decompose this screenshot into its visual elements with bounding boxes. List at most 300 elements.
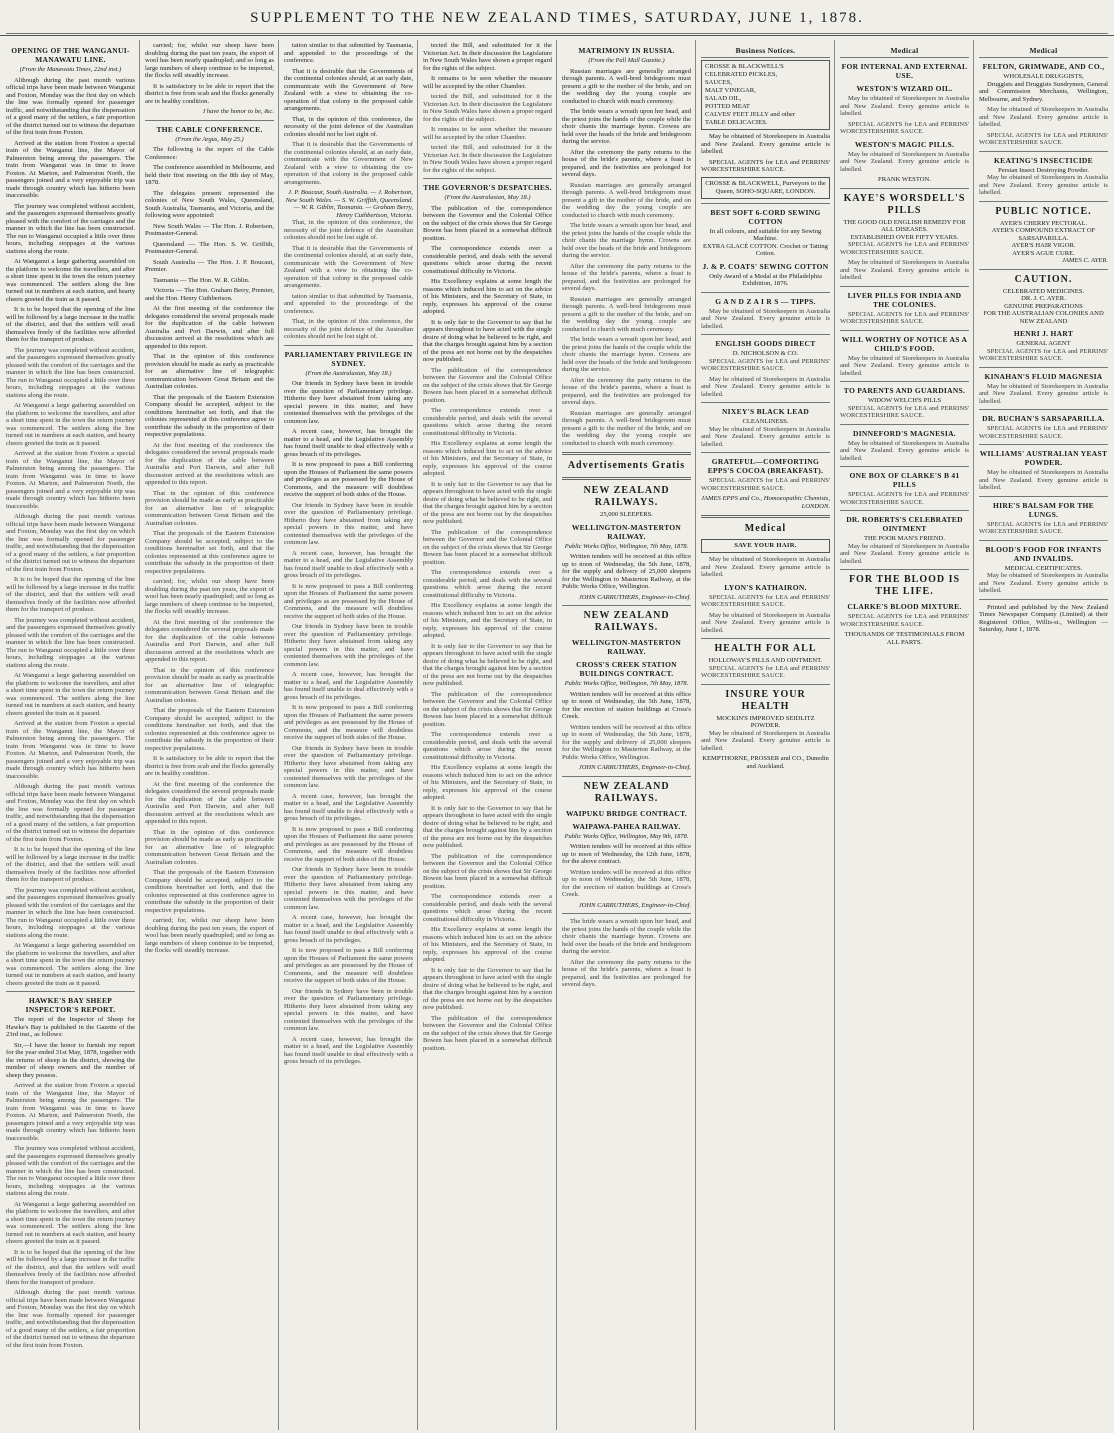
article-paragraph: Russian marriages are generally arranged through parents. A well-bred bridegroom must present a gift to the mother of the bride, and on the wedding day the young couple are conducted to church with much ceremony. bbox=[562, 181, 691, 219]
article-paragraph: That, in the opinion of this conference, the necessity of the joint defence of the Australian colonies should not be lost sight of. bbox=[284, 219, 413, 241]
separator bbox=[701, 515, 830, 518]
article-paragraph: That the proposals of the Eastern Extension Company should be accepted, subject to the conditions hereinafter set forth, and that the colonies represented at this conference agree to contribute the subsidy in the proportion of their respective populations. bbox=[145, 530, 274, 575]
article-paragraph: Our friends in Sydney have been in trouble over the question of Parliamentary privilege. Hitherto they have abstained from taking any special powers in this matter, and have contented themselves with the privileges of the common law. bbox=[284, 866, 413, 911]
ad-title: NEW ZEALAND RAILWAYS. bbox=[583, 610, 670, 633]
ad-subtitle: CELEBRATED MEDICINES. bbox=[1002, 287, 1085, 295]
article-paragraph: It is now proposed to pass a Bill conferring upon the Houses of Parliament the same powers and privileges as are possessed by the House of Commons, and the measure will doubtless receive the support of both sides of the House. bbox=[284, 704, 413, 741]
ad-body: May be obtained of Storekeepers in Australia and New Zealand. Every genuine article is labelled. bbox=[840, 150, 969, 173]
article-paragraph: It is only fair to the Governor to say that he appears throughout to have acted with the single desire of doing what he believed to be right, and that the charges brought against him by a section of the press are not borne out by the despatches now published. bbox=[423, 480, 552, 525]
article-paragraph: At the first meeting of the conference the delegates considered the several proposals made for the duplication of the cable between Australia and Port Darwin, and after full discussion arrived at the resolutions which are appended to this report. bbox=[145, 780, 274, 825]
article-paragraph: At the first meeting of the conference the delegates considered the several proposals made for the duplication of the cable between Australia and Port Darwin, and after full discussion arrived at the resolutions which are appended to this report. bbox=[145, 618, 274, 663]
separator bbox=[840, 286, 969, 287]
separator bbox=[562, 477, 691, 480]
ad-title: TO PARENTS AND GUARDIANS. bbox=[843, 386, 966, 395]
separator bbox=[562, 605, 691, 606]
ad-subtitle: DR. J. C. AYER. bbox=[1021, 295, 1066, 302]
ad-body: May be obtained of Storekeepers in Australia and New Zealand. Every genuine article is labelled. bbox=[840, 439, 969, 462]
ad-heading: WELLINGTON-MASTERTON RAILWAY. bbox=[571, 522, 682, 541]
ad-heading: WAIPUKU BRIDGE CONTRACT. bbox=[565, 808, 688, 818]
ad-item: AYER'S COMPOUND EXTRACT OF SARSAPARILLA. bbox=[991, 227, 1096, 242]
article-paragraph: tation similar to that submitted by Tasmania, and appended to the proceedings of the conference. bbox=[284, 42, 413, 64]
article-source: (From the Argus, May 25.) bbox=[175, 135, 244, 143]
article-paragraph: Arrived at the station from Foxton a special train of the Wanganui line, the Mayor of Palmerston being among the passengers. The train from Wanganui was in time to leave Foxton. At Marton, and Palmerston North, the passengers joined and a very enjoyable trip was made through country which has hitherto been inaccessible. bbox=[6, 139, 135, 199]
ad-meta: Public Works Office, Wellington, May 9th, 1878. bbox=[564, 832, 689, 840]
article-source: (From the Australasian, May 18.) bbox=[444, 194, 531, 201]
article-headline: MATRIMONY IN RUSSIA. bbox=[578, 46, 675, 55]
article-paragraph: Queensland — The Hon. S. W. Griffith, Postmaster-General. bbox=[145, 240, 274, 255]
ad-title: WILL WORTHY OF NOTICE AS A CHILD'S FOOD. bbox=[841, 334, 968, 353]
article-source: (From the Australasian, May 18.) bbox=[305, 369, 392, 377]
ad-body: Written tenders will be received at this office up to noon of Wednesday, the 5th June, 1878, for the erection of station buildings at Cross's Creek. bbox=[562, 690, 691, 720]
article-paragraph: His Excellency explains at some length the reasons which induced him to act on the advice of his Ministers, and the Secretary of State, in reply, expresses his approval of the course adopted. bbox=[423, 926, 552, 963]
section-header: Business Notices. bbox=[701, 46, 830, 58]
column-4 bbox=[423, 42, 552, 1427]
ad-body: SPECIAL AGENTS for LEA and PERRINS' WORCESTERSHIRE SAUCE. bbox=[840, 310, 969, 325]
separator bbox=[840, 381, 969, 382]
separator bbox=[701, 638, 830, 639]
ad-title: KAYE'S WORSDELL'S PILLS bbox=[843, 192, 966, 216]
article-paragraph: The report of the Inspector of Sheep for Hawke's Bay is published in the Gazette of the 23rd inst., as follows: bbox=[6, 1016, 135, 1038]
article-paragraph: A recent case, however, has brought the matter to a head, and the Legislative Assembly has found itself unable to deal effectively with a gross breach of its privileges. bbox=[284, 1035, 413, 1065]
article-paragraph: tected the Bill, and substituted for it the Victorian Act. In their discussion the Legislature in New South Wales have shown a proper regard for the rights of the subject. bbox=[423, 42, 552, 72]
ad-body: Druggists and Druggists Sundrymen, General and Commission Merchants, Wellington, Melbourne, and Sydney. bbox=[979, 80, 1108, 103]
article-paragraph: It remains to be seen whether the measure will be accepted by the other Chamber. bbox=[423, 75, 552, 90]
article-paragraph: His Excellency explains at some length the reasons which induced him to act on the advice of his Ministers, and the Secretary of State, in reply, expresses his approval of the course adopted. bbox=[423, 278, 552, 315]
ad-body: SPECIAL AGENTS for LEA and PERRINS' WORCESTERSHIRE SAUCE. bbox=[979, 520, 1108, 535]
separator bbox=[979, 151, 1108, 152]
ad-subtitle: CLARKE'S BLOOD MIXTURE. bbox=[847, 602, 962, 611]
article-paragraph: His Excellency explains at some length the reasons which induced him to act on the advice of his Ministers, and the Secretary of State, in reply, expresses his approval of the course adopted. bbox=[423, 602, 552, 639]
column-3 bbox=[284, 42, 413, 1427]
ad-subtitle: CLEANLINESS. bbox=[742, 418, 789, 425]
article-paragraph: tected the Bill, and substituted for it the Victorian Act. In their discussion the Legislature in New South Wales have shown a proper regard for the rights of the subject. bbox=[423, 144, 552, 174]
article-paragraph: It is satisfactory to be able to report that the district is free from scab and the flocks generally are in healthy condition. bbox=[145, 755, 274, 777]
separator bbox=[701, 452, 830, 453]
article-paragraph: It is only fair to the Governor to say that he appears throughout to have acted with the single desire of doing what he believed to be right, and that the charges brought against him by a section of the press are not borne out by the despatches now published. bbox=[423, 966, 552, 1011]
ad-signature: JOHN CARRUTHERS, Engineer-in-Chief. bbox=[578, 593, 691, 601]
article-paragraph: It remains to be seen whether the measure will be accepted by the other Chamber. bbox=[423, 126, 552, 141]
ad-body: May be obtained of Storekeepers in Australia and New Zealand. Every genuine article is labelled. bbox=[840, 542, 969, 565]
article-paragraph: The journey was completed without accident, and the passengers expressed themselves greatly pleased with the comfort of the carriages and the manner in which the line has been constructed. The run to Wanganui occupied a little over three hours, including stoppages at the various stations along the route. bbox=[6, 202, 135, 255]
article-headline: THE GOVERNOR'S DESPATCHES. bbox=[423, 183, 552, 192]
ad-line: CROSSE & BLACKWELL'S bbox=[705, 63, 784, 70]
article-paragraph: The correspondence extends over a considerable period, and deals with the several questions which arose during the recent constitutional difficulty in Victoria. bbox=[423, 731, 552, 761]
ad-subtitle: GENERAL AGENT bbox=[1016, 340, 1071, 347]
ad-title: NEW ZEALAND RAILWAYS. bbox=[583, 780, 670, 804]
ad-title: BLOOD'S FOOD FOR INFANTS AND INVALIDS. bbox=[985, 544, 1102, 563]
article-paragraph: It is now proposed to pass a Bill conferring upon the Houses of Parliament the same powers and privileges as are possessed by the House of Commons, and the measure will doubtless receive the support of both sides of the House. bbox=[284, 461, 413, 498]
article-paragraph: That, in the opinion of this conference, the necessity of the joint defence of the Australian colonies should not be lost sight of. bbox=[284, 115, 413, 138]
article-paragraph: The bride wears a wreath upon her head, and the priest joins the hands of the couple while the choir chants the marriage hymn. Crowns are held over the heads of the bride and bridegroom during the service. bbox=[562, 918, 691, 955]
article-paragraph: At Wanganui a large gathering assembled on the platform to welcome the travellers, and after a short time spent in the town the return journey was commenced. The settlers along the line turned out in numbers at each station, and hearty cheers greeted the train as it passed. bbox=[6, 1200, 135, 1245]
ad-title: DINNEFORD'S MAGNESIA. bbox=[853, 428, 956, 438]
article-paragraph: The following is the report of the Cable Conference: bbox=[145, 146, 274, 161]
ad-title: KEATING'S INSECTICIDE bbox=[994, 155, 1093, 165]
article-paragraph: It is satisfactory to be able to report that the district is free from scab and the flocks generally are in healthy condition. bbox=[145, 82, 274, 105]
article-paragraph: It is now proposed to pass a Bill conferring upon the Houses of Parliament the same powers and privileges as are possessed by the House of Commons, and the measure will doubtless receive the support of both sides of the House. bbox=[284, 825, 413, 863]
separator bbox=[701, 292, 830, 293]
ad-body: SPECIAL AGENTS for LEA and PERRINS' WORCESTERSHIRE SAUCE. bbox=[840, 404, 969, 419]
article-paragraph: Although during the past month various official trips have been made between Wanganui and Foxton, Monday was the first day on which the line was formally opened for passenger traffic, and notwithstanding that the dispensation of a good many of the settlers, a fair proportion of the district turned out to witness the departure of the first train from Foxton. bbox=[6, 76, 135, 136]
separator bbox=[979, 201, 1108, 202]
article-paragraph: Sir,—I have the honor to furnish my report for the year ended 31st May, 1878, together with the returns of sheep in the district, showing the number of sheep owners and the number of sheep they possess. bbox=[6, 1041, 135, 1079]
separator bbox=[701, 402, 830, 403]
section-header: Advertisements Gratis bbox=[567, 460, 686, 471]
article-paragraph: That it is desirable that the Governments of the continental colonies should, at an early date, communicate with the Government of New Zealand with a view to obtaining the co-operation of that colony in the proposed cable arrangements. bbox=[284, 141, 413, 186]
ad-body: Written tenders will be received at this office up to noon of Wednesday, the 5th June, 1878, for the supply and delivery of 25,000 sleepers for the Wellington to Masterton Railway, at the Public Works Office, Wellington. bbox=[562, 553, 691, 590]
separator bbox=[840, 466, 969, 467]
article-paragraph: His Excellency explains at some length the reasons which induced him to act on the advice of his Ministers, and the Secretary of State, in reply, expresses his approval of the course adopted. bbox=[423, 764, 552, 801]
article-paragraph: carried; for, whilst our sheep have been doubling during the past ten years, the export of wool has been nearly quadrupled; and so long as large numbers of sheep continue to be imported, the flocks will steadily increase. bbox=[145, 578, 274, 615]
article-paragraph: That, in the opinion of this conference, the necessity of the joint defence of the Australian colonies should not be lost sight of. bbox=[284, 318, 413, 340]
ad-body: SPECIAL AGENTS for LEA and PERRINS' WORCESTERSHIRE SAUCE. bbox=[840, 613, 969, 628]
article-paragraph: Russian marriages are generally arranged through parents. A well-bred bridegroom must present a gift to the mother of the bride, and on the wedding day the young couple are conducted to church with much ceremony. bbox=[562, 295, 691, 333]
separator bbox=[979, 409, 1108, 410]
ad-body: SPECIAL AGENTS for LEA and PERRINS' WORCESTERSHIRE SAUCE. bbox=[840, 241, 969, 256]
masthead-rule bbox=[6, 33, 1108, 34]
ad-subtitle: THE GOOD OLD ENGLISH REMEDY FOR ALL DISEASES. bbox=[843, 218, 966, 233]
column-divider bbox=[417, 40, 418, 1430]
ad-title: WESTON'S MAGIC PILLS. bbox=[854, 139, 955, 149]
ad-item: AYER'S AGUE CURE. bbox=[1012, 249, 1075, 257]
ad-body: Written tenders will be received at this office up to noon of Wednesday, the 12th June, 1878, for the above contract. bbox=[562, 843, 691, 865]
article-paragraph: That in the opinion of this conference provision should be made as early as practicable for an alternative line of telegraphic communication between Great Britain and the Australian colonies. bbox=[145, 666, 274, 704]
masthead bbox=[0, 0, 1114, 36]
ad-body: In all colours, and suitable for any Sewing Machine. bbox=[709, 227, 822, 242]
article-paragraph: The delegates present represented the colonies of New South Wales, Queensland, South Australia, Tasmania, and Victoria, and the following were appointed: bbox=[145, 189, 274, 219]
ad-line: MALT VINEGAR, bbox=[705, 87, 756, 94]
ad-line: TABLE DELICACIES. bbox=[705, 119, 768, 126]
article-paragraph: After the ceremony the party returns to the house of the bride's parents, where a feast is prepared, and the festivities are prolonged for several days. bbox=[562, 148, 691, 178]
ad-subtitle: ESTABLISHED OVER FIFTY YEARS. bbox=[850, 233, 959, 241]
ad-signature: JOHN CARRUTHERS, Engineer-in-Chief. bbox=[578, 901, 691, 909]
separator bbox=[840, 188, 969, 189]
ad-title: FOR THE BLOOD IS THE LIFE. bbox=[848, 574, 961, 597]
ad-title: INSURE YOUR HEALTH bbox=[725, 688, 806, 712]
article-paragraph: Arrived at the station from Foxton a special train of the Wanganui line, the Mayor of Palmerston being among the passengers. The train from Wanganui was in time to leave Foxton. At Marton, and Palmerston North, the passengers joined and a very enjoyable trip was made through country which has hitherto been inaccessible. bbox=[6, 720, 135, 780]
ad-subtitle: 25,000 SLEEPERS. bbox=[600, 511, 653, 518]
article-paragraph: That it is desirable that the Governments of the continental colonies should, at an early date, communicate with the Government of New Zealand with a view to obtaining the co-operation of that colony in the proposed cable arrangements. bbox=[284, 244, 413, 289]
article-paragraph: Our friends in Sydney have been in trouble over the question of Parliamentary privilege. Hitherto they have abstained from taking any special powers in this matter, and have contented themselves with the privileges of the common law. bbox=[284, 987, 413, 1032]
ad-subtitle: WESTON'S WIZARD OIL. bbox=[856, 84, 953, 93]
ad-subtitle: THOUSANDS OF TESTIMONIALS FROM ALL PARTS. bbox=[844, 631, 965, 646]
ad-body: May be obtained of Storekeepers in Australia and New Zealand. Every genuine article is labelled. bbox=[840, 95, 969, 117]
article-source: (From the Pall Mall Gazette.) bbox=[588, 57, 665, 64]
ad-title: KINAHAN'S FLUID MAGNESIA bbox=[984, 371, 1103, 381]
ad-subtitle: GENUINE PREPARATIONS bbox=[1004, 302, 1083, 310]
separator bbox=[840, 569, 969, 570]
ad-body: SPECIAL AGENTS for LEA and PERRINS' WORCESTERSHIRE SAUCE. bbox=[840, 491, 969, 506]
separator bbox=[562, 452, 691, 455]
article-paragraph: It is to be hoped that the opening of the line will be followed by a large increase in the traffic of the district, and that the settlers will avail themselves freely of the facilities now afforded them for the transport of produce. bbox=[6, 1248, 135, 1286]
column-divider bbox=[139, 40, 140, 1430]
article-paragraph: Russian marriages are generally arranged through parents. A well-bred bridegroom must present a gift to the mother of the bride, and on the wedding day the young couple are conducted to church with much ceremony. bbox=[562, 67, 691, 105]
article-paragraph: The publication of the correspondence between the Governor and the Colonial Office on the subject of the crisis shows that Sir George Bowen has been placed in a somewhat difficult position. bbox=[423, 690, 552, 728]
article-paragraph: The correspondence extends over a considerable period, and deals with the several questions which arose during the recent constitutional difficulty in Victoria. bbox=[423, 893, 552, 923]
section-header: Medical bbox=[979, 46, 1108, 58]
ad-subtitle: WAIPAWA-PAHEA RAILWAY. bbox=[572, 821, 681, 831]
ad-signature: JAMES EPPS and Co., Homoeopathic Chemists, LONDON. bbox=[701, 495, 830, 510]
ad-title: FOR INTERNAL AND EXTERNAL USE. bbox=[841, 62, 968, 80]
ad-title: GRATEFUL—COMFORTING EPPS'S COCOA (BREAKFAST). bbox=[707, 457, 824, 475]
ad-body: Written tenders will be received at this office up to noon of Wednesday, the 5th June, 1878, for the erection of station buildings at Cross's Creek. bbox=[562, 868, 691, 898]
signature: I have the honor to be, &c. bbox=[202, 108, 274, 115]
article-paragraph: At Wanganui a large gathering assembled on the platform to welcome the travellers, and after a short time spent in the town the return journey was commenced. The settlers along the line turned out in numbers at each station, and hearty cheers greeted the train as it passed. bbox=[6, 402, 135, 447]
ad-body: SPECIAL AGENTS for LEA and PERRINS' WORCESTERSHIRE SAUCE. bbox=[979, 347, 1108, 362]
ad-body: SPECIAL AGENTS for LEA and PERRINS' WORCESTERSHIRE SAUCE. bbox=[840, 120, 969, 135]
article-paragraph: At Wanganui a large gathering assembled on the platform to welcome the travellers, and after a short time spent in the town the return journey was commenced. The settlers along the line turned out in numbers at each station, and hearty cheers greeted the train as it passed. bbox=[6, 258, 135, 303]
ad-body: May be obtained of Storekeepers in Australia and New Zealand. Every genuine article is labelled. bbox=[701, 729, 830, 752]
article-paragraph: The publication of the correspondence between the Governor and the Colonial Office on the subject of the crisis shows that Sir George Bowen has been placed in a somewhat difficult position. bbox=[423, 204, 552, 242]
ad-subtitle: THE POOR MAN'S FRIEND. bbox=[863, 535, 946, 542]
separator bbox=[840, 424, 969, 425]
ad-subtitle: Persian Insect Destroying Powder. bbox=[998, 166, 1089, 174]
ad-body: SPECIAL AGENTS for LEA and PERRINS' WORCESTERSHIRE SAUCE. bbox=[979, 131, 1108, 146]
article-paragraph: A recent case, however, has brought the matter to a head, and the Legislative Assembly has found itself unable to deal effectively with a gross breach of its privileges. bbox=[284, 671, 413, 701]
article-paragraph: The journey was completed without accident, and the passengers expressed themselves greatly pleased with the comfort of the carriages and the manner in which the line has been constructed. The run to Wanganui occupied a little over three hours, including stoppages at the various stations along the route. bbox=[6, 1145, 135, 1197]
separator bbox=[979, 367, 1108, 368]
separator bbox=[979, 496, 1108, 497]
ad-body: May be obtained of Storekeepers in Australia and New Zealand. Every genuine article is labelled. bbox=[979, 174, 1108, 196]
ad-brand: HENRI J. HART bbox=[1013, 329, 1074, 338]
article-paragraph: Our friends in Sydney have been in trouble over the question of Parliamentary privilege. Hitherto they have abstained from taking any special powers in this matter, and have contented themselves with the privileges of the common law. bbox=[284, 744, 413, 789]
separator bbox=[979, 269, 1108, 270]
separator bbox=[562, 913, 691, 914]
article-headline: OPENING OF THE WANGANUI-MANAWATU LINE. bbox=[11, 46, 130, 64]
article-paragraph: That the proposals of the Eastern Extension Company should be accepted, subject to the conditions hereinafter set forth, and that the colonies represented at this conference agree to contribute the subsidy in the proportion of their respective populations. bbox=[145, 869, 274, 914]
separator bbox=[701, 203, 830, 204]
article-paragraph: It is now proposed to pass a Bill conferring upon the Houses of Parliament the same powers and privileges as are possessed by the House of Commons, and the measure will doubtless receive the support of both sides of the House. bbox=[284, 582, 413, 620]
ad-body: SPECIAL AGENTS for LEA and PERRINS' WORCESTERSHIRE SAUCE. bbox=[979, 425, 1108, 440]
ad-body: May be obtained of Storekeepers in Australia and New Zealand. Every genuine article is labelled. bbox=[840, 259, 969, 281]
ad-body: May be obtained of Storekeepers in Australia and New Zealand. Every genuine article is labelled. bbox=[979, 469, 1108, 491]
ad-line: SALAD OIL, bbox=[705, 95, 742, 102]
article-paragraph: Tasmania — The Hon. W. R. Giblin. bbox=[153, 276, 250, 284]
ad-brand: CROSSE & BLACKWELL, Purveyors to the Queen, SOHO-SQUARE, LONDON. bbox=[701, 177, 830, 199]
article-paragraph: The correspondence extends over a considerable period, and deals with the several questions which arose during the recent constitutional difficulty in Victoria. bbox=[423, 407, 552, 437]
article-paragraph: The journey was completed without accident, and the passengers expressed themselves greatly pleased with the comfort of the carriages and the manner in which the line has been constructed. The run to Wanganui occupied a little over three hours, including stoppages at the various stations along the route. bbox=[6, 346, 135, 399]
article-paragraph: The bride wears a wreath upon her head, and the priest joins the hands of the couple while the choir chants the marriage hymn. Crowns are held over the heads of the bride and bridegroom during the service. bbox=[562, 108, 691, 145]
ad-subtitle: MEDICAL CERTIFICATES. bbox=[1004, 564, 1083, 572]
article-paragraph: His Excellency explains at some length the reasons which induced him to act on the advice of his Ministers, and the Secretary of State, in reply, expresses his approval of the course adopted. bbox=[423, 440, 552, 477]
ad-crosse-blackwell bbox=[701, 60, 830, 130]
ad-brand: KEMPTHORNE, PROSSER and CO., Dunedin and Auckland. bbox=[702, 755, 829, 770]
column-1 bbox=[6, 42, 135, 1427]
signatories: J. P. Boucaut, South Australia. — J. Robertson, New South Wales. — S. W. Griffith, Queensland. — W. R. Giblin, Tasmania. — Graham Berry, Henry Cuthbertson, Victoria. bbox=[285, 189, 413, 219]
separator bbox=[979, 599, 1108, 600]
separator bbox=[840, 330, 969, 331]
article-paragraph: At the first meeting of the conference the delegates considered the several proposals made for the duplication of the cable between Australia and Port Darwin, and after full discussion arrived at the resolutions which are appended to this report. bbox=[145, 305, 274, 350]
ad-title: WILLIAMS' AUSTRALIAN YEAST POWDER. bbox=[979, 449, 1108, 467]
ad-title: LYON'S KATHAIRON. bbox=[724, 582, 807, 592]
article-paragraph: It is only fair to the Governor to say that he appears throughout to have acted with the single desire of doing what he believed to be right, and that the charges brought against him by a section of the press are not borne out by the despatches now published. bbox=[423, 642, 552, 687]
ad-title: PUBLIC NOTICE. bbox=[995, 205, 1092, 217]
section-header: Medical bbox=[744, 523, 787, 534]
article-paragraph: A recent case, however, has brought the matter to a head, and the Legislative Assembly has found itself unable to deal effectively with a gross breach of its privileges. bbox=[284, 428, 413, 458]
ad-body: EXTRA GLACÉ COTTON. Crochet or Tatting Cotton. bbox=[703, 242, 828, 257]
article-paragraph: carried; for, whilst our sheep have been doubling during the past ten years, the export of wool has been nearly quadrupled; and so long as large numbers of sheep continue to be imported, the flocks will steadily increase. bbox=[145, 917, 274, 954]
section-header: Medical bbox=[840, 46, 969, 58]
separator bbox=[979, 444, 1108, 445]
separator bbox=[562, 776, 691, 777]
ad-signature: JOHN CARRUTHERS, Engineer-in-Chief. bbox=[578, 764, 691, 771]
article-paragraph: A recent case, however, has brought the matter to a head, and the Legislative Assembly has found itself unable to deal effectively with a gross breach of its privileges. bbox=[284, 914, 413, 944]
column-5 bbox=[562, 42, 691, 1427]
article-headline: THE CABLE CONFERENCE. bbox=[156, 124, 263, 134]
ad-subtitle: CROSS'S CREEK STATION BUILDINGS CONTRACT. bbox=[576, 660, 677, 678]
ad-title: HIRE'S BALSAM FOR THE LUNGS. bbox=[993, 500, 1094, 519]
article-paragraph: The publication of the correspondence between the Governor and the Colonial Office on the subject of the crisis shows that Sir George Bowen has been placed in a somewhat difficult position. bbox=[423, 366, 552, 404]
ad-body: Written tenders will be received at this office up to noon of Wednesday, the 5th June, 1878, for the supply and delivery of 25,000 sleepers for the Wellington to Masterton Railway, at the Public Works Office, Wellington. bbox=[562, 723, 691, 761]
ad-title: ONE BOX OF CLARKE'S B 41 PILLS bbox=[849, 471, 960, 489]
article-paragraph: It is to be hoped that the opening of the line will be followed by a large increase in the traffic of the district, and that the settlers will avail themselves freely of the facilities now afforded them for the transport of produce. bbox=[6, 846, 135, 883]
ad-title: HEALTH FOR ALL bbox=[714, 643, 817, 654]
ad-body: May be obtained of Storekeepers in Australia and New Zealand. Every genuine article is labelled. bbox=[701, 611, 830, 634]
ad-body: Only Award of a Medal at the Philadelphia Exhibition, 1876. bbox=[709, 272, 822, 287]
column-7 bbox=[840, 42, 969, 1427]
article-paragraph: The bride wears a wreath upon her head, and the priest joins the hands of the couple while the choir chants the marriage hymn. Crowns are held over the heads of the bride and bridegroom during the service. bbox=[562, 336, 691, 373]
article-headline: PARLIAMENTARY PRIVILEGE IN SYDNEY. bbox=[284, 349, 413, 368]
ad-line: SAUCES, bbox=[705, 79, 732, 86]
ad-subtitle: MOCKIN'S IMPROVED SEIDLITZ POWDER. bbox=[716, 714, 815, 729]
article-paragraph: It is to be hoped that the opening of the line will be followed by a large increase in the traffic of the district, and that the settlers will avail themselves freely of the facilities now afforded them for the transport of produce. bbox=[6, 576, 135, 613]
ad-meta: Public Works Office, Wellington, 7th May, 1878. bbox=[564, 680, 689, 687]
ad-body: May be obtained of Storekeepers in Australia and New Zealand. Every genuine article is labelled. bbox=[979, 572, 1108, 594]
ad-body: May be obtained of Storekeepers in Australia and New Zealand. Every genuine article is labelled. bbox=[979, 382, 1108, 405]
ad-line: POTTED MEAT bbox=[705, 103, 750, 110]
article-paragraph: The publication of the correspondence between the Governor and the Colonial Office on the subject of the crisis shows that Sir George Bowen has been placed in a somewhat difficult position. bbox=[423, 852, 552, 890]
ad-body: May be obtained of Storekeepers in Australia and New Zealand. Every genuine article is labelled. bbox=[701, 425, 830, 448]
ad-subtitle: WIDOW WELCH'S PILLS bbox=[867, 397, 942, 404]
ad-body: May be obtained of Storekeepers in Australia and New Zealand. Every genuine article is labelled. bbox=[701, 133, 830, 155]
article-paragraph: It is now proposed to pass a Bill conferring upon the Houses of Parliament the same powers and privileges as are possessed by the House of Commons, and the measure will doubtless receive the support of both sides of the House. bbox=[284, 947, 413, 984]
separator bbox=[979, 540, 1108, 541]
separator bbox=[701, 334, 830, 335]
article-paragraph: Arrived at the station from Foxton a special train of the Wanganui line, the Mayor of Palmerston being among the passengers. The train from Wanganui was in time to leave Foxton. At Marton, and Palmerston North, the passengers joined and a very enjoyable trip was made through country which has hitherto been inaccessible. bbox=[6, 1082, 135, 1142]
ad-brand: FRANK WESTON. bbox=[878, 176, 931, 183]
article-paragraph: It is only fair to the Governor to say that he appears throughout to have acted with the single desire of doing what he believed to be right, and that the charges brought against him by a section of the press are not borne out by the despatches now published. bbox=[423, 318, 552, 363]
ad-title: NIXEY'S BLACK LEAD bbox=[721, 407, 810, 416]
column-divider bbox=[695, 40, 696, 1430]
article-paragraph: Our friends in Sydney have been in trouble over the question of Parliamentary privilege. Hitherto they have abstained from taking any special powers in this matter, and have contented themselves with the privileges of the common law. bbox=[284, 623, 413, 668]
ad-title: LIVER PILLS FOR INDIA AND THE COLONIES. bbox=[847, 290, 962, 309]
ad-body: May be obtained of Storekeepers in Australia and New Zealand. Every genuine article is labelled. bbox=[840, 354, 969, 377]
ad-title: G A N D Z A I R S — TIPPS. bbox=[715, 296, 816, 306]
article-paragraph: Our friends in Sydney have been in trouble over the question of Parliamentary privilege. Hitherto they have abstained from taking any special powers in this matter, and have contented themselves with the privileges of the common law. bbox=[284, 380, 413, 425]
article-paragraph: The bride wears a wreath upon her head, and the priest joins the hands of the couple while the choir chants the marriage hymn. Crowns are held over the heads of the bride and bridegroom during the service. bbox=[562, 222, 691, 259]
article-paragraph: That in the opinion of this conference provision should be made as early as practicable for an alternative line of telegraphic communication between Great Britain and the Australian colonies. bbox=[145, 489, 274, 527]
article-paragraph: That the proposals of the Eastern Extension Company should be accepted, subject to the conditions hereinafter set forth, and that the colonies represented at this conference agree to contribute the subsidy in the proportion of their respective populations. bbox=[145, 707, 274, 752]
ad-line: CELEBRATED PICKLES, bbox=[705, 71, 778, 78]
article-paragraph: That in the opinion of this conference provision should be made as early as practicable for an alternative line of telegraphic communication between Great Britain and the Australian colonies. bbox=[145, 828, 274, 866]
article-paragraph: At Wanganui a large gathering assembled on the platform to welcome the travellers, and after a short time spent in the town the return journey was commenced. The settlers along the line turned out in numbers at each station, and hearty cheers greeted the train as it passed. bbox=[6, 942, 135, 987]
article-paragraph: At the first meeting of the conference the delegates considered the several proposals made for the duplication of the cable between Australia and Port Darwin, and after full discussion arrived at the resolutions which are appended to this report. bbox=[145, 441, 274, 486]
article-paragraph: The publication of the correspondence between the Governor and the Colonial Office on the subject of the crisis shows that Sir George Bowen has been placed in a somewhat difficult position. bbox=[423, 1014, 552, 1052]
ad-title: SAVE YOUR HAIR. bbox=[701, 539, 830, 553]
article-paragraph: Our friends in Sydney have been in trouble over the question of Parliamentary privilege. Hitherto they have abstained from taking any special powers in this matter, and have contented themselves with the privileges of the common law. bbox=[284, 501, 413, 546]
ad-title: NEW ZEALAND RAILWAYS. bbox=[583, 485, 670, 508]
article-headline: HAWKE'S BAY SHEEP INSPECTOR'S REPORT. bbox=[25, 996, 116, 1014]
article-paragraph: It is only fair to the Governor to say that he appears throughout to have acted with the single desire of doing what he believed to be right, and that the charges brought against him by a section of the press are not borne out by the despatches now published. bbox=[423, 804, 552, 849]
ad-body: SPECIAL AGENTS for LEA and PERRINS' WORCESTERSHIRE SAUCE. bbox=[701, 593, 830, 608]
separator bbox=[145, 120, 274, 121]
article-paragraph: The publication of the correspondence between the Governor and the Colonial Office on the subject of the crisis shows that Sir George Bowen has been placed in a somewhat difficult position. bbox=[423, 528, 552, 566]
column-divider bbox=[834, 40, 835, 1430]
article-paragraph: A recent case, however, has brought the matter to a head, and the Legislative Assembly has found itself unable to deal effectively with a gross breach of its privileges. bbox=[284, 792, 413, 822]
ad-subtitle: HOLLOWAY'S PILLS AND OINTMENT. bbox=[708, 657, 823, 664]
column-divider bbox=[278, 40, 279, 1430]
ad-title: FELTON, GRIMWADE, AND CO., bbox=[982, 62, 1105, 71]
article-paragraph: A recent case, however, has brought the matter to a head, and the Legislative Assembly has found itself unable to deal effectively with a gross breach of its privileges. bbox=[284, 549, 413, 579]
ad-body: SPECIAL AGENTS for LEA and PERRINS' WORCESTERSHIRE SAUCE. bbox=[701, 477, 830, 492]
article-paragraph: New South Wales — The Hon. J. Robertson, Postmaster-General. bbox=[145, 222, 274, 237]
ad-title: DR. BUCHAN'S SARSAPARILLA. bbox=[982, 414, 1105, 423]
separator bbox=[423, 178, 552, 179]
column-8 bbox=[979, 42, 1108, 1427]
article-paragraph: Arrived at the station from Foxton a special train of the Wanganui line, the Mayor of Palmerston being among the passengers. The train from Wanganui was in time to leave Foxton. At Marton, and Palmerston North, the passengers joined and a very enjoyable trip was made through country which has hitherto been inaccessible. bbox=[6, 450, 135, 510]
ad-subtitle: WHOLESALE DRUGGISTS, bbox=[1003, 73, 1084, 80]
article-source: (From the Manawatu Times, 22nd inst.) bbox=[19, 66, 122, 73]
ad-title: CAUTION. bbox=[1014, 273, 1073, 285]
column-2 bbox=[145, 42, 274, 1427]
separator bbox=[840, 510, 969, 511]
ad-signature: JAMES C. AYER. bbox=[1061, 257, 1108, 264]
article-paragraph: carried; for, whilst our sheep have been doubling during the past ten years, the export of wool has been nearly quadrupled; and so long as large numbers of sheep continue to be imported, the flocks will steadily increase. bbox=[145, 42, 274, 79]
article-paragraph: That in the opinion of this conference provision should be made as early as practicable for an alternative line of telegraphic communication between Great Britain and the Australian colonies. bbox=[145, 353, 274, 390]
ad-body: SPECIAL AGENTS for LEA and PERRINS' WORCESTERSHIRE SAUCE. bbox=[701, 664, 830, 679]
ad-title: BEST SOFT 6-CORD SEWING COTTON bbox=[710, 207, 821, 226]
separator bbox=[6, 991, 135, 992]
column-6 bbox=[701, 42, 830, 1427]
ad-body: May be obtained of Storekeepers in Australia and New Zealand. Every genuine article is labelled. bbox=[701, 556, 830, 578]
article-paragraph: tation similar to that submitted by Tasmania, and appended to the proceedings of the conference. bbox=[284, 292, 413, 315]
article-paragraph: The conference assembled in Melbourne, and held their first meeting on the 8th day of May, 1878. bbox=[145, 164, 274, 186]
ad-body: May be obtained of Storekeepers in Australia and New Zealand. Every genuine article is labelled. bbox=[701, 375, 830, 398]
article-paragraph: The journey was completed without accident, and the passengers expressed themselves greatly pleased with the comfort of the carriages and the manner in which the line has been constructed. The run to Wanganui occupied a little over three hours, including stoppages at the various stations along the route. bbox=[6, 616, 135, 669]
ad-subtitle: D. NICHOLSON & CO. bbox=[732, 350, 799, 357]
ad-title: ENGLISH GOODS DIRECT bbox=[715, 339, 816, 348]
article-paragraph: Russian marriages are generally arranged through parents. A well-bred bridegroom must present a gift to the mother of the bride, and on the wedding day the young couple are conducted to church with much ceremony. bbox=[562, 409, 691, 447]
article-paragraph: The correspondence extends over a considerable period, and deals with the several questions which arose during the recent constitutional difficulty in Victoria. bbox=[423, 569, 552, 599]
article-paragraph: Although during the past month various official trips have been made between Wanganui and Foxton, Monday was the first day on which the line was formally opened for passenger traffic, and notwithstanding that the dispensation of a good many of the settlers, a fair proportion of the district turned out to witness the departure of the first train from Foxton. bbox=[6, 513, 135, 573]
ad-body: SPECIAL AGENTS for LEA and PERRINS' WORCESTERSHIRE SAUCE. bbox=[701, 357, 830, 372]
article-paragraph: After the ceremony the party returns to the house of the bride's parents, where a feast is prepared, and the festivities are prolonged for several days. bbox=[562, 262, 691, 292]
newspaper-title: SUPPLEMENT TO THE NEW ZEALAND TIMES, SATURDAY, JUNE 1, 1878. bbox=[250, 10, 864, 26]
article-paragraph: Although during the past month various official trips have been made between Wanganui and Foxton, Monday was the first day on which the line was formally opened for passenger traffic, and notwithstanding that the dispensation of a good many of the settlers, a fair proportion of the district turned out to witness the departure of the first train from Foxton. bbox=[6, 783, 135, 843]
imprint: Printed and published by the New Zealand Times Newspaper Company (Limited) at their Registered Office, Willis-st., Wellington — Saturday, June 1, 1878. bbox=[979, 603, 1108, 633]
article-paragraph: The correspondence extends over a considerable period, and deals with the several questions which arose during the recent constitutional difficulty in Victoria. bbox=[423, 245, 552, 275]
article-paragraph: Although during the past month various official trips have been made between Wanganui and Foxton, Monday was the first day on which the line was formally opened for passenger traffic, and notwithstanding that the dispensation of a good many of the settlers, a fair proportion of the district turned out to witness the departure of the first train from Foxton. bbox=[6, 1289, 135, 1349]
column-divider bbox=[556, 40, 557, 1430]
ad-heading: WELLINGTON-MASTERTON RAILWAY. bbox=[571, 638, 682, 656]
article-paragraph: After the ceremony the party returns to the house of the bride's parents, where a feast is prepared, and the festivities are prolonged for several days. bbox=[562, 376, 691, 406]
column-divider bbox=[973, 40, 974, 1430]
article-paragraph: That it is desirable that the Governments of the continental colonies should, at an early date, communicate with the Government of New Zealand with a view to obtaining the co-operation of that colony in the proposed cable arrangements. bbox=[284, 67, 413, 112]
ad-subtitle: FOR THE AUSTRALIAN COLONIES AND NEW ZEALAND bbox=[983, 310, 1104, 325]
ad-brand: J. & P. COATS' SEWING COTTON bbox=[702, 261, 829, 271]
ad-item: AYER'S CHERRY PECTORAL. bbox=[999, 219, 1088, 227]
separator bbox=[701, 684, 830, 685]
article-paragraph: The journey was completed without accident, and the passengers expressed themselves greatly pleased with the comfort of the carriages and the manner in which the line has been constructed. The run to Wanganui occupied a little over three hours, including stoppages at the various stations along the route. bbox=[6, 886, 135, 939]
ad-body: May be obtained of Storekeepers in Australia and New Zealand. Every genuine article is labelled. bbox=[979, 106, 1108, 128]
article-paragraph: tected the Bill, and substituted for it the Victorian Act. In their discussion the Legislature in New South Wales have shown a proper regard for the rights of the subject. bbox=[423, 93, 552, 123]
article-paragraph: At Wanganui a large gathering assembled on the platform to welcome the travellers, and after a short time spent in the town the return journey was commenced. The settlers along the line turned out in numbers at each station, and hearty cheers greeted the train as it passed. bbox=[6, 672, 135, 717]
article-paragraph: Victoria — The Hon. Graham Berry, Premier, and the Hon. Henry Cuthbertson. bbox=[145, 287, 274, 302]
ad-body: SPECIAL AGENTS for LEA and PERRINS' WORCESTERSHIRE SAUCE. bbox=[701, 158, 830, 173]
article-paragraph: After the ceremony the party returns to the house of the bride's parents, where a feast is prepared, and the festivities are prolonged for several days. bbox=[562, 958, 691, 988]
ad-item: AYER'S HAIR VIGOR. bbox=[1011, 242, 1076, 249]
ad-line: CALVES' FEET JELLY and other bbox=[705, 111, 796, 118]
